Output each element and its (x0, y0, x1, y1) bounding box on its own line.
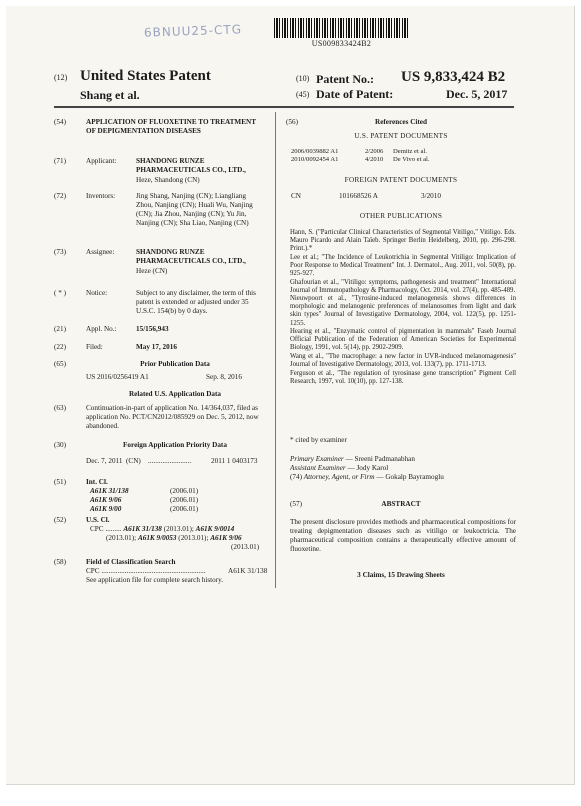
filed-date: May 17, 2016 (136, 343, 177, 351)
intcl-label: Int. Cl. (86, 478, 108, 486)
intcl-version: (2006.01) (170, 496, 199, 504)
applicant-place: Heze, Shandong (CN) (136, 176, 200, 184)
foreign-doc-country: CN (291, 192, 301, 200)
abstract-heading: ABSTRACT (381, 500, 421, 508)
code-63: (63) (54, 404, 66, 412)
publication-entry: Ferguson et al., "The regulation of tyrosinase gene transcription" Pigment Cell Research, 1997, vol. 10(10), pp. 127-138. (290, 369, 516, 385)
code-57: (57) (290, 500, 302, 508)
code-12: (12) (54, 73, 68, 82)
cited-by-examiner: * cited by examiner (290, 436, 347, 444)
publication-entry: Ghafourian et al., "Vitiligo: symptoms, pathogenesis and treatment" International Journal of Immunopathology & Pharmacology, Oct. 2014, vol. 27(4), pp. 485-489. (290, 278, 516, 294)
refs-heading: References Cited (375, 118, 427, 126)
field-label: Field of Classification Search (86, 558, 176, 566)
code-10: (10) (296, 74, 310, 83)
prior-date: Sep. 8, 2016 (206, 373, 242, 381)
barcode-block (274, 18, 409, 48)
prior-pub: US 2016/0256419 A1 (86, 373, 149, 381)
related-heading: Related U.S. Application Data (128, 390, 222, 398)
intcl-version: (2006.01) (170, 487, 199, 495)
inventors-label: Inventors: (86, 192, 116, 200)
publication-entry: Wang et al., "The macrophage: a new factor in UVR-induced melanomagenesis" Journal of Investigative Dermatology, 2013, vol. 133(7), pp. 1711-1713. (290, 352, 516, 368)
uscl-line-2 (106, 534, 242, 543)
code-58: (58) (54, 558, 66, 566)
assistant-examiner (290, 464, 388, 473)
intcl-class: A61K 9/06 (90, 496, 122, 504)
barcode-image (274, 18, 409, 38)
uscl-class-1: A61K 31/138 (123, 525, 162, 533)
foreign-number: 2011 1 0403173 (211, 457, 258, 465)
field-cpc: CPC .......................................................... (86, 567, 206, 575)
code-71: (71) (54, 157, 66, 165)
appl-number: 15/156,943 (136, 325, 169, 333)
claims-summary: 3 Claims, 15 Drawing Sheets (357, 571, 445, 579)
primary-examiner-label: Primary Examiner (290, 455, 344, 463)
foreign-dots: ........................ (148, 457, 192, 465)
foreign-doc-number: 101668526 A (339, 192, 378, 200)
publication-entry: Hann, S. ("Particular Clinical Characteristics of Segmental Vitiligo," Vitiligo. Eds. Mauro Picardo and Alain Taïeb. Springer Berlin Heidelberg, 2010, pp. 296-298. Print.).* (290, 229, 516, 253)
code-30: (30) (54, 441, 66, 449)
us-docs-heading: U.S. PATENT DOCUMENTS (354, 132, 448, 140)
intcl-version: (2006.01) (170, 505, 199, 513)
assignee-name: SHANDONG RUNZE PHARMACEUTICALS CO., LTD., (136, 248, 246, 265)
us-doc-assignee: Demitz et al. (393, 148, 427, 155)
attorney (290, 473, 444, 482)
us-doc-row (291, 148, 429, 156)
document-type-title: United States Patent (80, 68, 211, 84)
uscl-line-3: (2013.01) (231, 543, 260, 551)
foreign-docs-heading: FOREIGN PATENT DOCUMENTS (344, 176, 458, 184)
code-notice: ( * ) (54, 289, 66, 297)
code-21: (21) (54, 325, 66, 333)
inventor-short: Shang et al. (80, 88, 140, 102)
attorney-label: Attorney, Agent, or Firm (303, 473, 375, 481)
us-doc-row (291, 156, 429, 164)
code-52: (52) (54, 516, 66, 524)
assistant-examiner-label: Assistant Examiner (290, 464, 346, 472)
foreign-doc-date: 3/2010 (421, 192, 441, 200)
code-65: (65) (54, 360, 66, 368)
patent-no-label: Patent No.: (316, 72, 374, 86)
uscl-class-3: A61K 9/0053 (137, 534, 177, 542)
appl-label: Appl. No.: (86, 325, 117, 333)
us-doc-number: 2006/0039882 A1 (291, 148, 339, 155)
publication-entry: Hearing et al., "Enzymatic control of pigmentation in mammals" Faseb Journal Official Publication of the Federation of American Societies for Experimental Biology, 1991, vol. 5(14), pp. 2902-2909. (290, 328, 516, 352)
us-doc-date: 2/2006 (365, 148, 384, 155)
patent-page (6, 6, 575, 785)
publication-entry: Lee et al.; "The Incidence of Leukotrichia in Segmental Vitiligo: Implication of Poor Response to Medical Treatment" Int. J. Dermatol., Aug. 2011, vol. 50(8), pp. 925-927. (290, 253, 516, 277)
intcl-row (90, 487, 198, 496)
inventors-list: Jing Shang, Nanjing (CN); Liangliang Zhou, Nanjing (CN); Huali Wu, Nanjing (CN); Jia Zhou, Nanjing (CN); Yu Jin, Nanjing (CN); Sha Liao, Nanjing (CN) (136, 192, 253, 227)
barcode-number: US009833424B2 (311, 39, 372, 48)
code-56: (56) (286, 118, 298, 126)
assignee-place: Heze (CN) (136, 267, 168, 275)
notice-text: Subject to any disclaimer, the term of this patent is extended or adjusted under 35 U.S.C. 154(b) by 0 days. (136, 289, 256, 315)
foreign-country: (CN) (126, 457, 141, 465)
code-45: (45) (296, 90, 310, 99)
uscl-cpc: CPC ......... (90, 525, 124, 533)
intcl-class: A61K 9/00 (90, 505, 122, 513)
other-pubs-list (290, 229, 516, 386)
uscl-line-1 (90, 525, 234, 534)
us-doc-date: 4/2010 (365, 156, 384, 163)
foreign-docs-list (291, 192, 441, 201)
publication-entry: Nieuwpoort et al., "Tyrosine-induced melanogenesis shows differences in morphologic and melanogenic preferences of melanosomes from light and dark skin types" Journal of Investigative Dermatology, 2004, vol. 122(5), pp. 1251-1255. (290, 295, 516, 327)
field-note: See application file for complete search history. (86, 576, 224, 584)
patent-number: US 9,833,424 B2 (401, 69, 506, 85)
us-doc-assignee: De Vivo et al. (393, 156, 430, 163)
prior-heading: Prior Publication Data (140, 360, 210, 368)
intcl-list (90, 487, 198, 514)
foreign-doc-row (291, 192, 441, 201)
other-pubs-heading: OTHER PUBLICATIONS (359, 212, 443, 220)
code-73: (73) (54, 248, 66, 256)
intcl-class: A61K 31/138 (90, 487, 129, 495)
foreign-date: Dec. 7, 2011 (86, 457, 123, 465)
patent-date: Dec. 5, 2017 (446, 87, 508, 101)
column-divider (275, 112, 276, 588)
intcl-row (90, 496, 198, 505)
uscl-label: U.S. Cl. (86, 516, 110, 524)
applicant-label: Applicant: (86, 157, 117, 165)
code-22: (22) (54, 343, 66, 351)
abstract-text: The present disclosure provides methods and pharmaceutical compositions for treating depigmentation diseases such as vitiligo or leukoctricia. The pharmaceutical composition contains a therapeutically effective amount of fluoxetine. (290, 518, 516, 553)
intcl-row (90, 505, 198, 514)
us-doc-number: 2010/0092454 A1 (291, 156, 339, 163)
notice-label: Notice: (86, 289, 108, 297)
continuation-text: Continuation-in-part of application No. 14/364,037, filed as application No. PCT/CN2012/085929 on Dec. 5, 2012, now abandoned. (86, 404, 259, 430)
uscl-ver-3: (2013.01); (176, 534, 211, 542)
code-74: (74) (290, 473, 304, 481)
code-72: (72) (54, 192, 66, 200)
attorney-name: — Gokalp Bayramoglu (374, 473, 444, 481)
invention-title: APPLICATION OF FLUOXETINE TO TREATMENT OF DEPIGMENTATION DISEASES (86, 118, 256, 135)
assistant-examiner-name: — Jody Karol (345, 464, 389, 472)
uscl-class-4: A61K 9/06 (210, 534, 242, 542)
code-54: (54) (54, 118, 66, 126)
handwritten-note: 6BNUU25-CTG (143, 22, 243, 40)
uscl-class-2: A61K 9/0014 (195, 525, 235, 533)
assignee-label: Assignee: (86, 248, 115, 256)
primary-examiner (290, 455, 415, 464)
uscl-ver-2: (2013.01); (106, 534, 138, 542)
primary-examiner-name: — Sreeni Padmanabhan (343, 455, 415, 463)
foreign-heading: Foreign Application Priority Data (123, 441, 227, 449)
uscl-ver-1: (2013.01); (161, 525, 196, 533)
filed-label: Filed: (86, 343, 103, 351)
applicant-name: SHANDONG RUNZE PHARMACEUTICALS CO., LTD., (136, 157, 246, 174)
us-docs-list (291, 148, 429, 164)
field-cpc-value: A61K 31/138 (228, 567, 268, 575)
code-51: (51) (54, 478, 66, 486)
date-label: Date of Patent: (316, 87, 394, 101)
